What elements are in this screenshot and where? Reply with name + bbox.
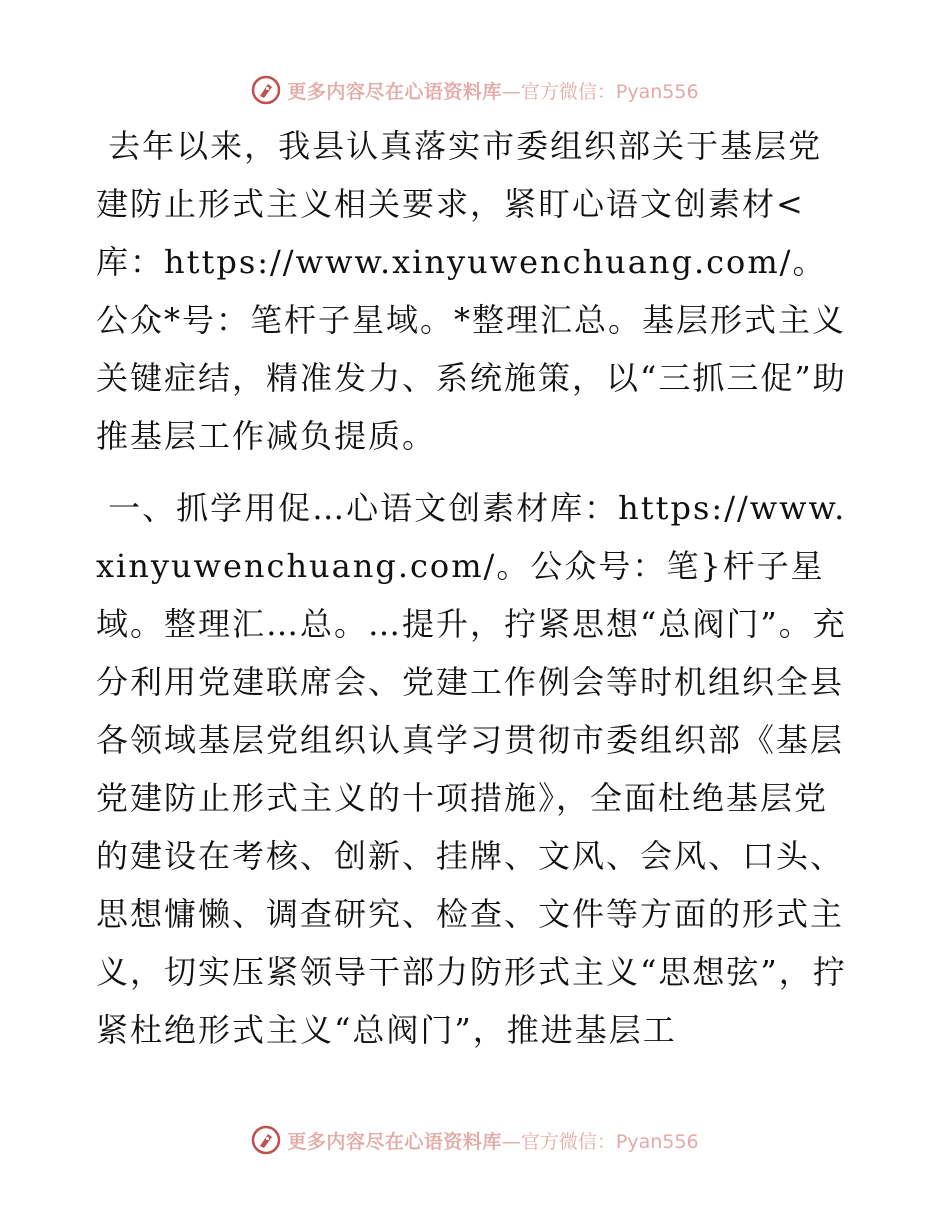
- footer-watermark: [0, 1120, 950, 1160]
- pen-nib-logo-icon: [251, 75, 281, 105]
- document-body: [96, 117, 856, 1059]
- paragraph-intro: 去年以来，我县认真落实市委组织部关于基层党建防止形式主义相关要求，紧盯心语文创素材<库：https://www.xinyuwenchuang.com/。公众*号：笔杆子星域。*整理汇总。基层形式主义关键症结，精准发力、系统施策，以“三抓三促”助推基层工作减负提质。: [96, 127, 847, 455]
- pen-nib-logo-icon: [251, 1125, 281, 1155]
- watermark-slogan: 更多内容尽在心语资料库: [287, 1130, 502, 1153]
- header-watermark: [0, 70, 950, 110]
- watermark-slogan: 更多内容尽在心语资料库: [287, 80, 502, 103]
- watermark-contact: —官方微信：Pyan556: [501, 80, 699, 103]
- paragraph-section-one: 一、抓学用促…心语文创素材库：https://www.xinyuwenchuang.com/。公众号：笔}杆子星域。整理汇…总。…提升，拧紧思想“总阀门”。充分利用党建联席会、党建工作例会等时机组织全县各领域基层党组织认真学习贯彻市委组织部《基层党建防止形式主义的十项措施》，全面杜绝基层党的建设在考核、创新、挂牌、文风、会风、口头、思想慵懒、调查研究、检查、文件等方面的形式主义，切实压紧领导干部力防形式主义“思想弦”，拧紧杜绝形式主义“总阀门”，推进基层工: [96, 489, 847, 1049]
- watermark-contact: —官方微信：Pyan556: [501, 1130, 699, 1153]
